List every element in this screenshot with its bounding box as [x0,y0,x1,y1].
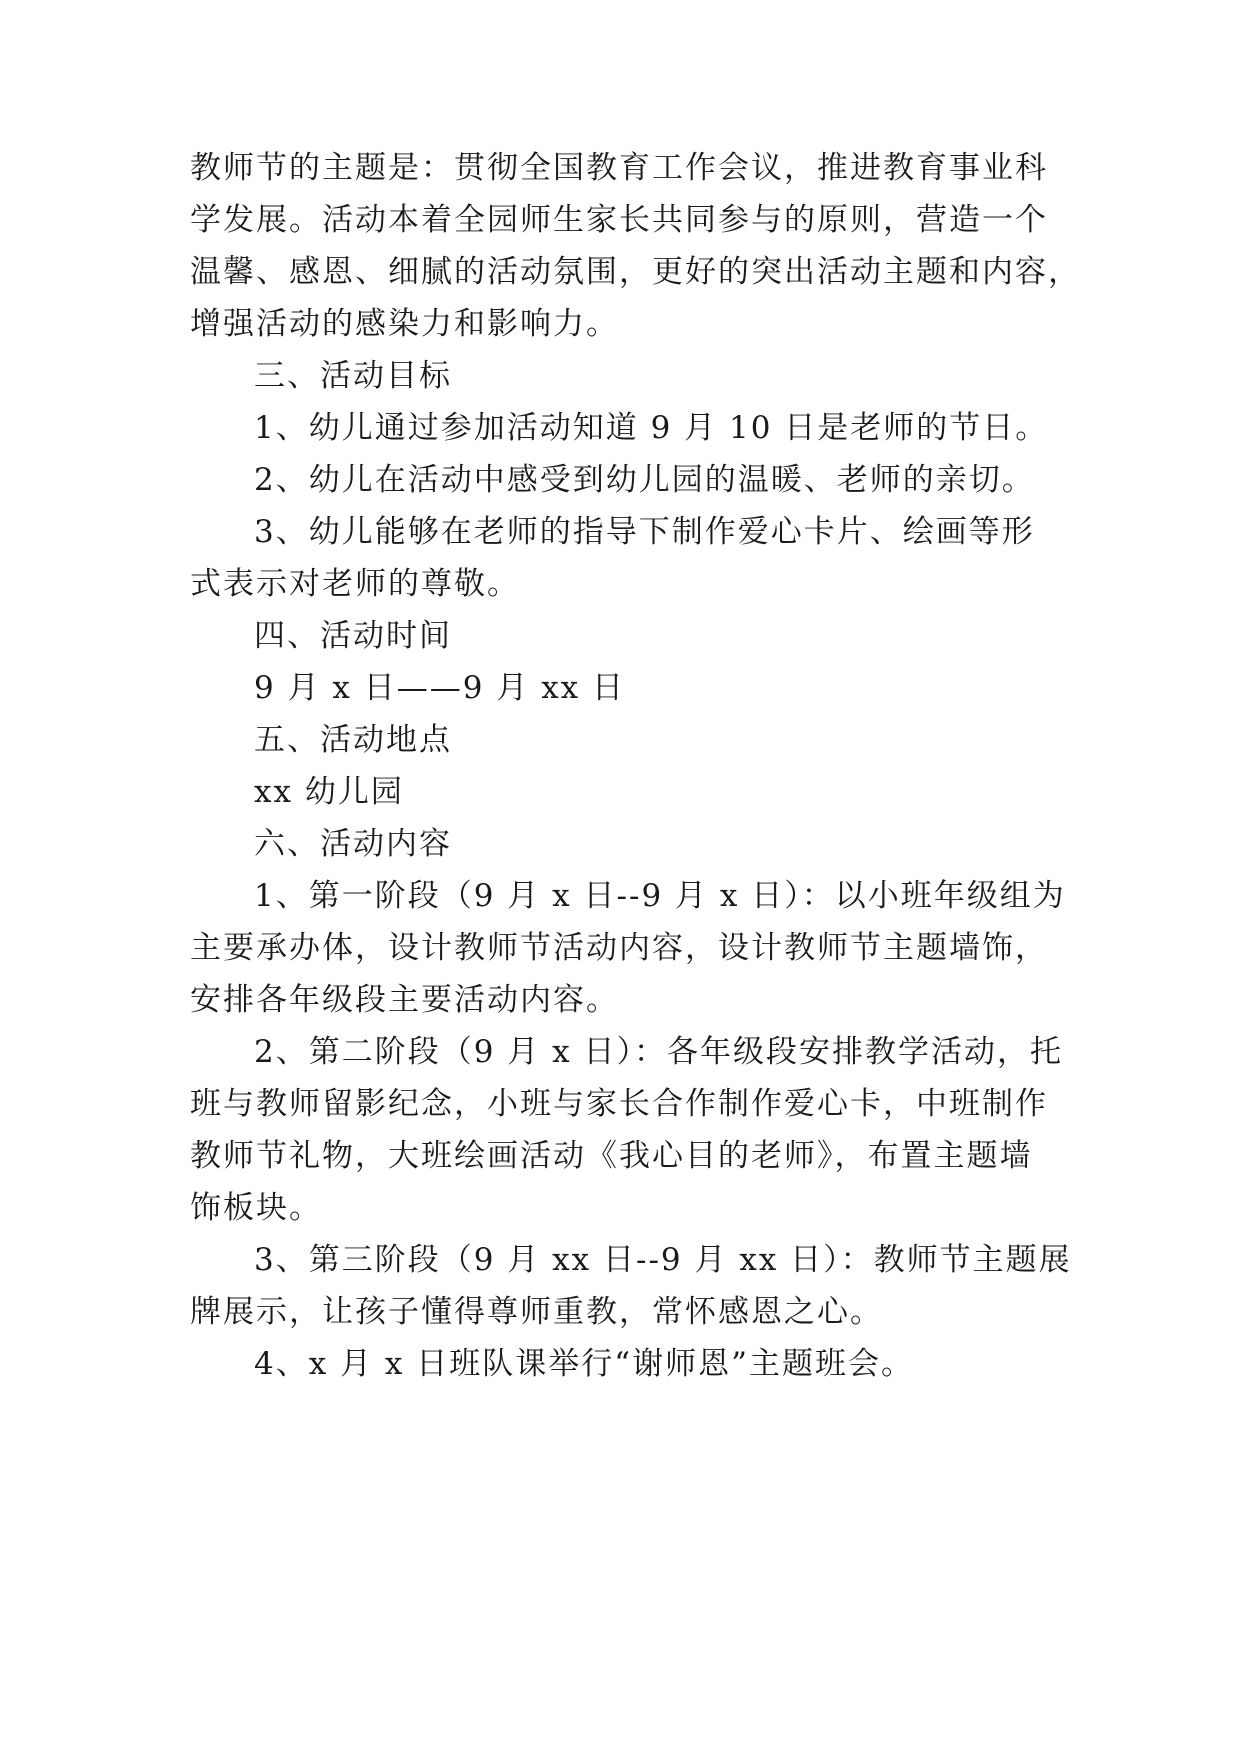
paragraph-line: 温馨、感恩、细腻的活动氛围，更好的突出活动主题和内容， [190,254,1081,290]
list-item: 3、幼儿能够在老师的指导下制作爱心卡片、绘画等形 [254,514,1035,550]
paragraph-line: 学发展。活动本着全园师生家长共同参与的原则，营造一个 [190,202,1048,238]
section-heading: 三、活动目标 [254,358,452,394]
list-item: 1、第一阶段（9 月 x 日--9 月 x 日）：以小班年级组为 [254,878,1066,914]
paragraph-line: 教师节礼物，大班绘画活动《我心目的老师》，布置主题墙 [190,1138,1033,1174]
paragraph-line: xx 幼儿园 [254,774,404,810]
paragraph-line: 安排各年级段主要活动内容。 [190,982,619,1018]
paragraph-line: 牌展示，让孩子懂得尊师重教，常怀感恩之心。 [190,1294,883,1330]
paragraph-line: 教师节的主题是：贯彻全国教育工作会议，推进教育事业科 [190,150,1048,186]
paragraph-line: 主要承办体，设计教师节活动内容，设计教师节主题墙饰， [190,930,1048,966]
list-item: 2、幼儿在活动中感受到幼儿园的温暖、老师的亲切。 [254,462,1035,498]
paragraph-line: 饰板块。 [190,1190,322,1226]
list-item: 2、第二阶段（9 月 x 日）：各年级段安排教学活动，托 [254,1034,1063,1070]
paragraph-line: 式表示对老师的尊敬。 [190,566,520,602]
paragraph-line: 增强活动的感染力和影响力。 [190,306,619,342]
paragraph-line: 班与教师留影纪念，小班与家长合作制作爱心卡，中班制作 [190,1086,1048,1122]
list-item: 3、第三阶段（9 月 xx 日--9 月 xx 日）：教师节主题展 [254,1242,1072,1278]
paragraph-line: 9 月 x 日——9 月 xx 日 [254,670,626,706]
section-heading: 四、活动时间 [254,618,452,654]
list-item: 4、x 月 x 日班队课举行“谢师恩”主题班会。 [254,1346,914,1382]
section-heading: 五、活动地点 [254,722,452,758]
section-heading: 六、活动内容 [254,826,452,862]
list-item: 1、幼儿通过参加活动知道 9 月 10 日是老师的节日。 [254,410,1049,446]
